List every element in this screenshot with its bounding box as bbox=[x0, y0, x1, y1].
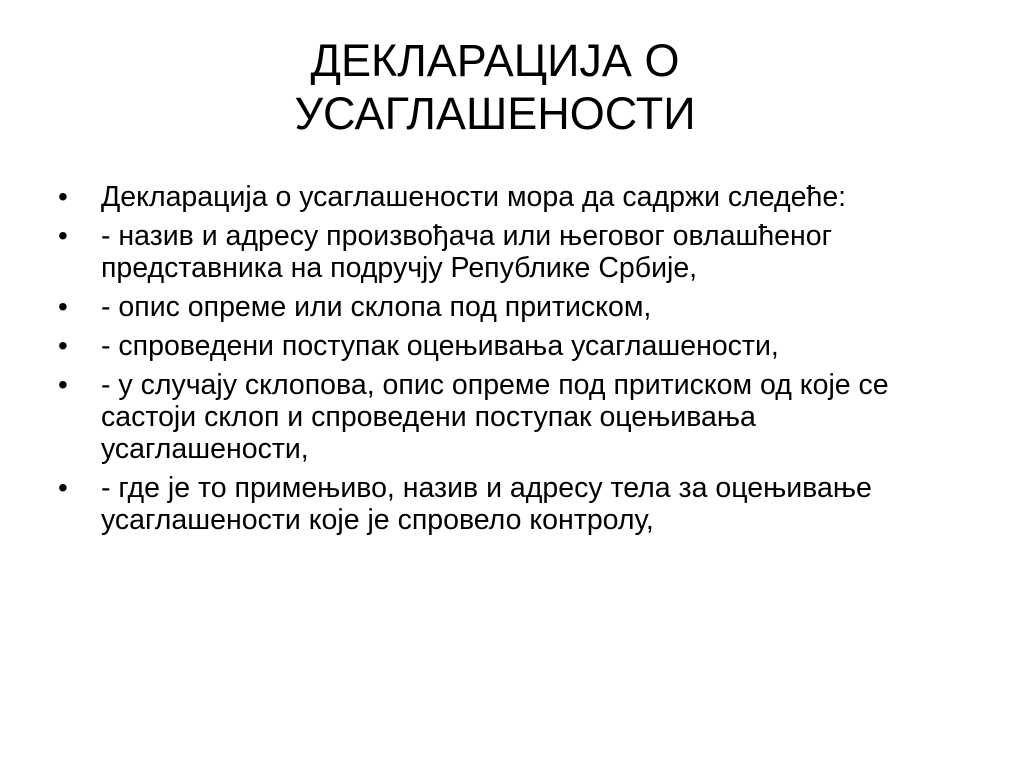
bullet-text-6: - где је то примењиво, назив и адресу тела за оцењивање усаглашености које је спровело контролу, bbox=[101, 472, 872, 536]
bullet-icon: • bbox=[58, 220, 68, 251]
bullet-item-2 bbox=[58, 220, 958, 284]
slide-title-line-1: ДЕКЛАРАЦИЈА О bbox=[310, 35, 680, 86]
bullet-item-3 bbox=[58, 291, 958, 323]
bullet-text-4: - спроведени поступак оцењивања усаглашености, bbox=[101, 330, 779, 362]
slide-title bbox=[120, 34, 870, 140]
bullet-text-3: - опис опреме или склопа под притиском, bbox=[101, 291, 652, 323]
bullet-icon: • bbox=[58, 291, 68, 322]
bullet-icon: • bbox=[58, 369, 68, 400]
bullet-icon: • bbox=[58, 181, 68, 212]
bullet-text-1: Декларација о усаглашености мора да садржи следеће: bbox=[101, 181, 847, 213]
bullet-icon: • bbox=[58, 472, 68, 503]
bullet-text-2: - назив и адресу произвођача или његовог овлашћеног представника на подручју Републике Србије, bbox=[101, 220, 833, 284]
bullet-item-4 bbox=[58, 330, 958, 362]
slide-title-line-2: УСАГЛАШЕНОСТИ bbox=[294, 88, 696, 139]
bullet-item-5 bbox=[58, 369, 958, 465]
bullet-item-6 bbox=[58, 472, 958, 536]
bullet-item-1 bbox=[58, 181, 958, 213]
bullet-text-5: - у случају склопова, опис опреме под притиском од које се састоји склоп и спроведени поступак оцењивања усаглашености, bbox=[101, 369, 889, 465]
bullet-list bbox=[58, 181, 958, 543]
bullet-icon: • bbox=[58, 330, 68, 361]
